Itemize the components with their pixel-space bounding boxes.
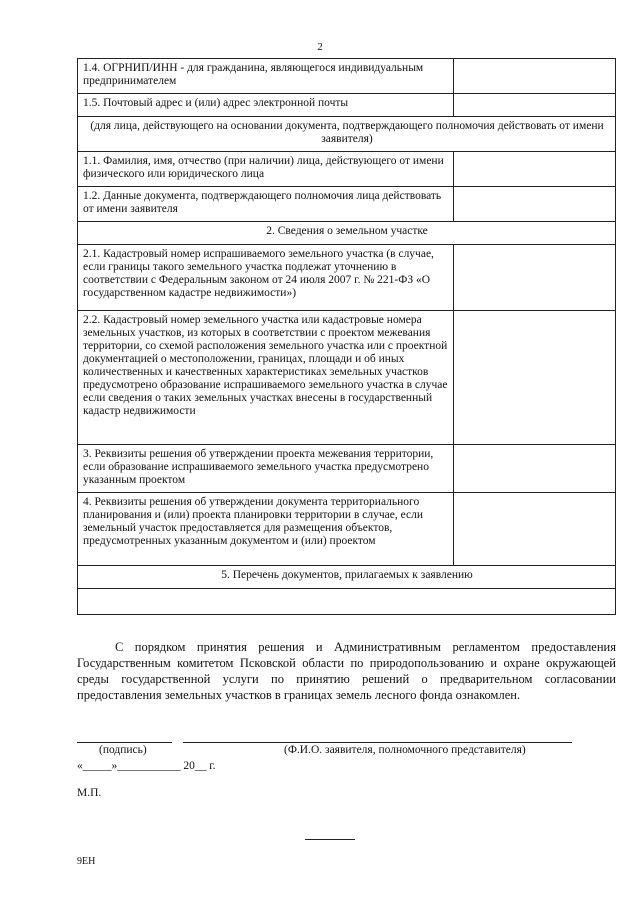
application-form-table bbox=[77, 58, 616, 615]
signature-label: (подпись) bbox=[99, 744, 147, 756]
table-row bbox=[78, 94, 616, 117]
agreement-paragraph: С порядком принятия решения и Административным регламентом предоставления Государственным комитетом Псковской области по природопользованию и охране окружающей среды государственной услуги по принятию решений о предварительном согласовании предоставления земельных участков в границах земель лесного фонда ознакомлен. bbox=[77, 640, 616, 702]
field-value-cell[interactable] bbox=[454, 245, 616, 311]
blank-row-cell[interactable] bbox=[78, 589, 616, 615]
table-row bbox=[78, 245, 616, 311]
section-header: 5. Перечень документов, прилагаемых к заявлению bbox=[78, 566, 616, 589]
table-row bbox=[78, 566, 616, 589]
table-row bbox=[78, 589, 616, 615]
field-label: 1.1. Фамилия, имя, отчество (при наличии) лица, действующего от имени физического или юридического лица bbox=[78, 152, 454, 187]
footer-code: 9ЕН bbox=[77, 856, 96, 867]
field-label: 1.4. ОГРНИП/ИНН - для гражданина, являющегося индивидуальным предпринимателем bbox=[78, 59, 454, 94]
field-value-cell[interactable] bbox=[454, 187, 616, 222]
table-row bbox=[78, 152, 616, 187]
date-line: «_____»___________ 20__ г. bbox=[77, 760, 216, 772]
table-row bbox=[78, 187, 616, 222]
field-value-cell[interactable] bbox=[454, 152, 616, 187]
field-label: 3. Реквизиты решения об утверждении проекта межевания территории, если образование испрашиваемого земельного участка предусмотрено указанным проектом bbox=[78, 445, 454, 493]
field-value-cell[interactable] bbox=[454, 94, 616, 117]
field-label: 2.2. Кадастровый номер земельного участка или кадастровые номера земельных участков, из которых в соответствии с проектом межевания территории, со схемой расположения земельного участка или с проектной документацией о местоположении, границах, площади и об иных количественных и качественных характеристиках земельных участков предусмотрено образование испрашиваемого земельного участка в случае если сведения о таких земельных участках внесены в государственный кадастр недвижимости bbox=[78, 311, 454, 445]
table-row bbox=[78, 311, 616, 445]
field-value-cell[interactable] bbox=[454, 493, 616, 566]
field-value-cell[interactable] bbox=[454, 311, 616, 445]
name-label: (Ф.И.О. заявителя, полномочного представителя) bbox=[284, 744, 526, 756]
separator-line bbox=[305, 839, 355, 840]
field-label: 1.5. Почтовый адрес и (или) адрес электронной почты bbox=[78, 94, 454, 117]
table-row bbox=[78, 59, 616, 94]
field-value-cell[interactable] bbox=[454, 59, 616, 94]
field-label: 4. Реквизиты решения об утверждении документа территориального планирования и (или) проекта планировки территории в случае, если земельный участок предоставляется для размещения объектов, предусмотренных указанным документом и (или) проектом bbox=[78, 493, 454, 566]
page-number: 2 bbox=[317, 41, 323, 53]
field-value-cell[interactable] bbox=[454, 445, 616, 493]
field-label: 2.1. Кадастровый номер испрашиваемого земельного участка (в случае, если границы такого земельного участка подлежат уточнению в соответствии с Федеральным законом от 24 июля 2007 г. № 221-ФЗ «О государственном кадастре недвижимости») bbox=[78, 245, 454, 311]
name-line bbox=[183, 742, 572, 743]
table-row bbox=[78, 222, 616, 245]
section-header: (для лица, действующего на основании документа, подтверждающего полномочия действовать от имени заявителя) bbox=[78, 117, 616, 152]
stamp-label: М.П. bbox=[77, 787, 102, 799]
field-label: 1.2. Данные документа, подтверждающего полномочия лица действовать от имени заявителя bbox=[78, 187, 454, 222]
table-row bbox=[78, 493, 616, 566]
section-header: 2. Сведения о земельном участке bbox=[78, 222, 616, 245]
table-row bbox=[78, 445, 616, 493]
table-row bbox=[78, 117, 616, 152]
signature-line bbox=[77, 742, 172, 743]
